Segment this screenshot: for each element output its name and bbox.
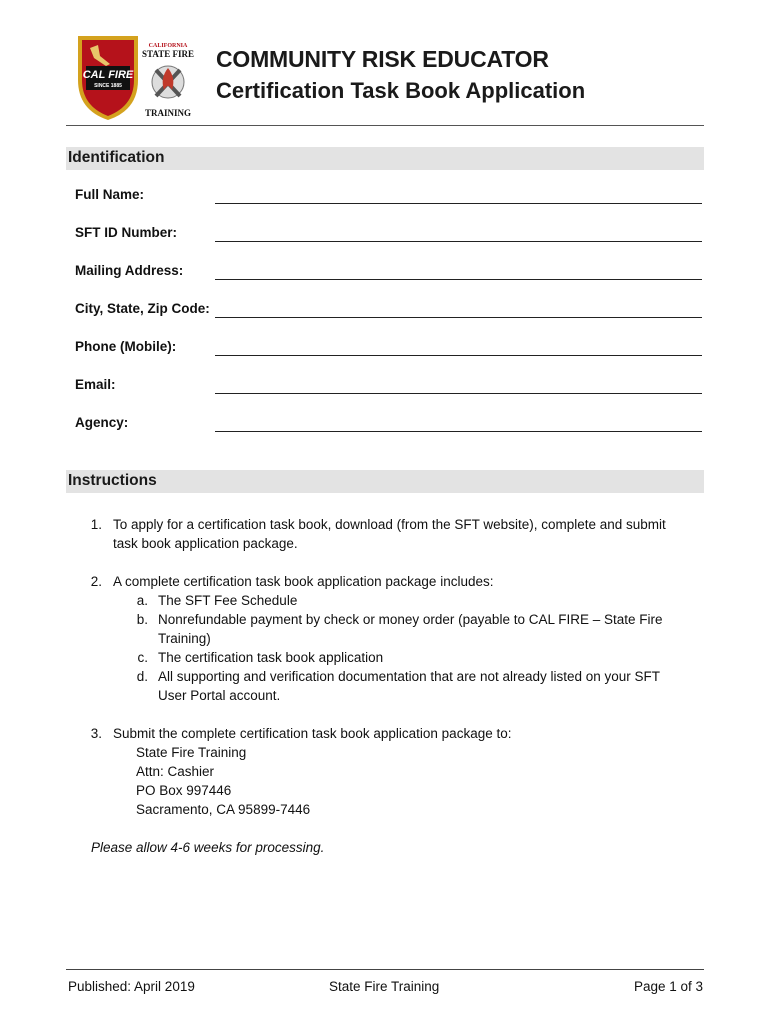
footer-organization: State Fire Training: [329, 979, 440, 994]
sub-item-c: The certification task book application: [158, 650, 384, 665]
header-divider: [66, 125, 704, 126]
address-line-4: Sacramento, CA 95899-7446: [136, 802, 311, 817]
sft-id-field[interactable]: [215, 241, 702, 242]
phone-field[interactable]: [215, 355, 702, 356]
document-subtitle: Certification Task Book Application: [216, 78, 586, 103]
city-state-zip-field[interactable]: [215, 317, 702, 318]
svg-text:STATE FIRE: STATE FIRE: [142, 49, 194, 59]
svg-text:CALIFORNIA: CALIFORNIA: [148, 43, 188, 49]
instruction-1-line-1: To apply for a certification task book, download (from the SFT website), complete and submit: [113, 517, 666, 532]
sft-id-label: SFT ID Number:: [75, 225, 178, 240]
identification-section-header: [66, 147, 704, 170]
phone-label: Phone (Mobile):: [75, 339, 177, 354]
footer-published: Published: April 2019: [68, 979, 195, 994]
document-title: COMMUNITY RISK EDUCATOR: [216, 46, 549, 72]
city-state-zip-label: City, State, Zip Code:: [75, 301, 210, 316]
svg-text:TRAINING: TRAINING: [144, 108, 192, 118]
sub-item-letter-a: a.: [136, 593, 148, 608]
instruction-number-1: 1.: [90, 517, 102, 532]
mailing-address-label: Mailing Address:: [75, 263, 184, 278]
instruction-number-2: 2.: [90, 574, 102, 589]
sub-item-letter-b: b.: [136, 612, 148, 627]
instruction-number-3: 3.: [90, 726, 102, 741]
address-line-2: Attn: Cashier: [136, 764, 215, 779]
sub-item-d-line-2: User Portal account.: [158, 688, 281, 703]
footer-page-number: Page 1 of 3: [634, 979, 704, 994]
address-line-3: PO Box 997446: [136, 783, 232, 798]
mailing-address-field[interactable]: [215, 279, 702, 280]
instruction-2-text: A complete certification task book application package includes:: [113, 574, 494, 589]
cal-fire-sft-logo: [76, 30, 198, 122]
email-field[interactable]: [215, 393, 702, 394]
sub-item-letter-d: d.: [136, 669, 148, 684]
agency-field[interactable]: [215, 431, 702, 432]
sub-item-b-line-1: Nonrefundable payment by check or money order (payable to CAL FIRE – State Fire: [158, 612, 663, 627]
sub-item-letter-c: c.: [137, 650, 148, 665]
processing-note: Please allow 4-6 weeks for processing.: [91, 840, 325, 855]
sub-item-b-line-2: Training): [158, 631, 211, 646]
instruction-1-line-2: task book application package.: [113, 536, 298, 551]
address-line-1: State Fire Training: [136, 745, 247, 760]
sub-item-d-line-1: All supporting and verification documentation that are not already listed on your SFT: [158, 669, 661, 684]
instructions-section-header: [66, 470, 704, 493]
instructions-heading: Instructions: [68, 472, 157, 489]
full-name-label: Full Name:: [75, 187, 145, 202]
identification-heading: Identification: [68, 149, 165, 166]
full-name-field[interactable]: [215, 203, 702, 204]
instruction-3-text: Submit the complete certification task book application package to:: [113, 726, 512, 741]
agency-label: Agency:: [75, 415, 129, 430]
email-label: Email:: [75, 377, 116, 392]
svg-text:SINCE 1885: SINCE 1885: [94, 83, 122, 89]
svg-text:CAL FIRE: CAL FIRE: [82, 69, 134, 81]
footer-divider: [66, 969, 704, 970]
sub-item-a: The SFT Fee Schedule: [158, 593, 298, 608]
